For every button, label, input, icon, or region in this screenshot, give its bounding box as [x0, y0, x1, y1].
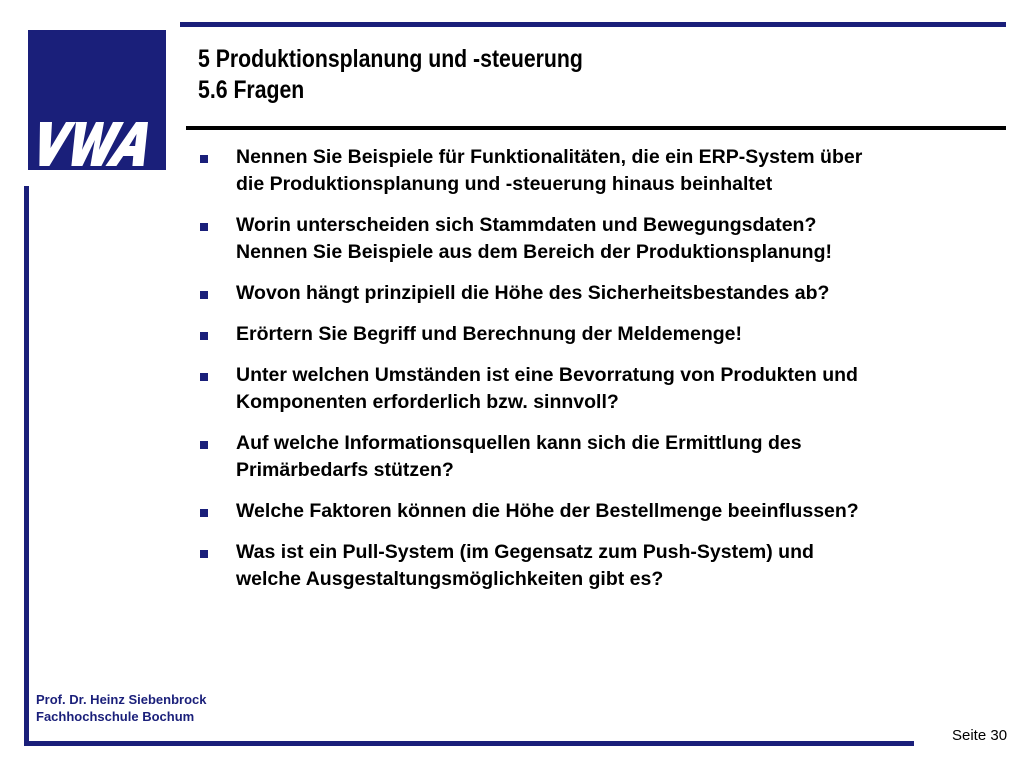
question-text: Auf welche Informationsquellen kann sich die Ermittlung des: [236, 432, 802, 454]
bottom-divider-line: [24, 741, 914, 746]
question-item: [196, 539, 996, 593]
vwa-logo: [28, 30, 166, 170]
question-item: [196, 144, 996, 198]
title-line-1: 5 Produktionsplanung und -steuerung: [198, 45, 583, 73]
footer-author-block: [36, 691, 207, 725]
question-text: Primärbedarfs stützen?: [236, 459, 454, 481]
question-item: [196, 212, 996, 266]
question-item: [196, 430, 996, 484]
question-text: Welche Faktoren können die Höhe der Bestellmenge beeinflussen?: [236, 500, 859, 522]
square-bullet-icon: [200, 441, 208, 449]
square-bullet-icon: [200, 509, 208, 517]
vwa-logo-graphic: [28, 30, 166, 170]
question-text: Wovon hängt prinzipiell die Höhe des Sicherheitsbestandes ab?: [236, 282, 830, 304]
question-item: [196, 280, 996, 307]
square-bullet-icon: [200, 223, 208, 231]
question-text: welche Ausgestaltungsmöglichkeiten gibt es?: [236, 568, 664, 590]
square-bullet-icon: [200, 332, 208, 340]
question-text: die Produktionsplanung und -steuerung hinaus beinhaltet: [236, 173, 773, 195]
top-divider-line: [180, 22, 1006, 27]
question-text: Worin unterscheiden sich Stammdaten und Bewegungsdaten?: [236, 214, 817, 236]
slide-title: [198, 44, 998, 106]
question-text: Nennen Sie Beispiele für Funktionalitäten, die ein ERP-System über: [236, 146, 863, 168]
title-underline: [186, 126, 1006, 130]
question-item: [196, 498, 996, 525]
question-list: [196, 144, 996, 607]
square-bullet-icon: [200, 155, 208, 163]
question-text: Was ist ein Pull-System (im Gegensatz zum Push-System) und: [236, 541, 814, 563]
question-item: [196, 362, 996, 416]
left-divider-line: [24, 186, 29, 746]
page-number: Seite 30: [952, 727, 1008, 744]
square-bullet-icon: [200, 550, 208, 558]
square-bullet-icon: [200, 291, 208, 299]
institution-name: Fachhochschule Bochum: [36, 709, 195, 724]
question-text: Nennen Sie Beispiele aus dem Bereich der Produktionsplanung!: [236, 241, 832, 263]
question-text: Unter welchen Umständen ist eine Bevorratung von Produkten und: [236, 364, 858, 386]
question-item: [196, 321, 996, 348]
question-text: Komponenten erforderlich bzw. sinnvoll?: [236, 391, 619, 413]
square-bullet-icon: [200, 373, 208, 381]
title-line-2: 5.6 Fragen: [198, 76, 305, 104]
question-text: Erörtern Sie Begriff und Berechnung der Meldemenge!: [236, 323, 742, 345]
author-name: Prof. Dr. Heinz Siebenbrock: [36, 692, 207, 707]
